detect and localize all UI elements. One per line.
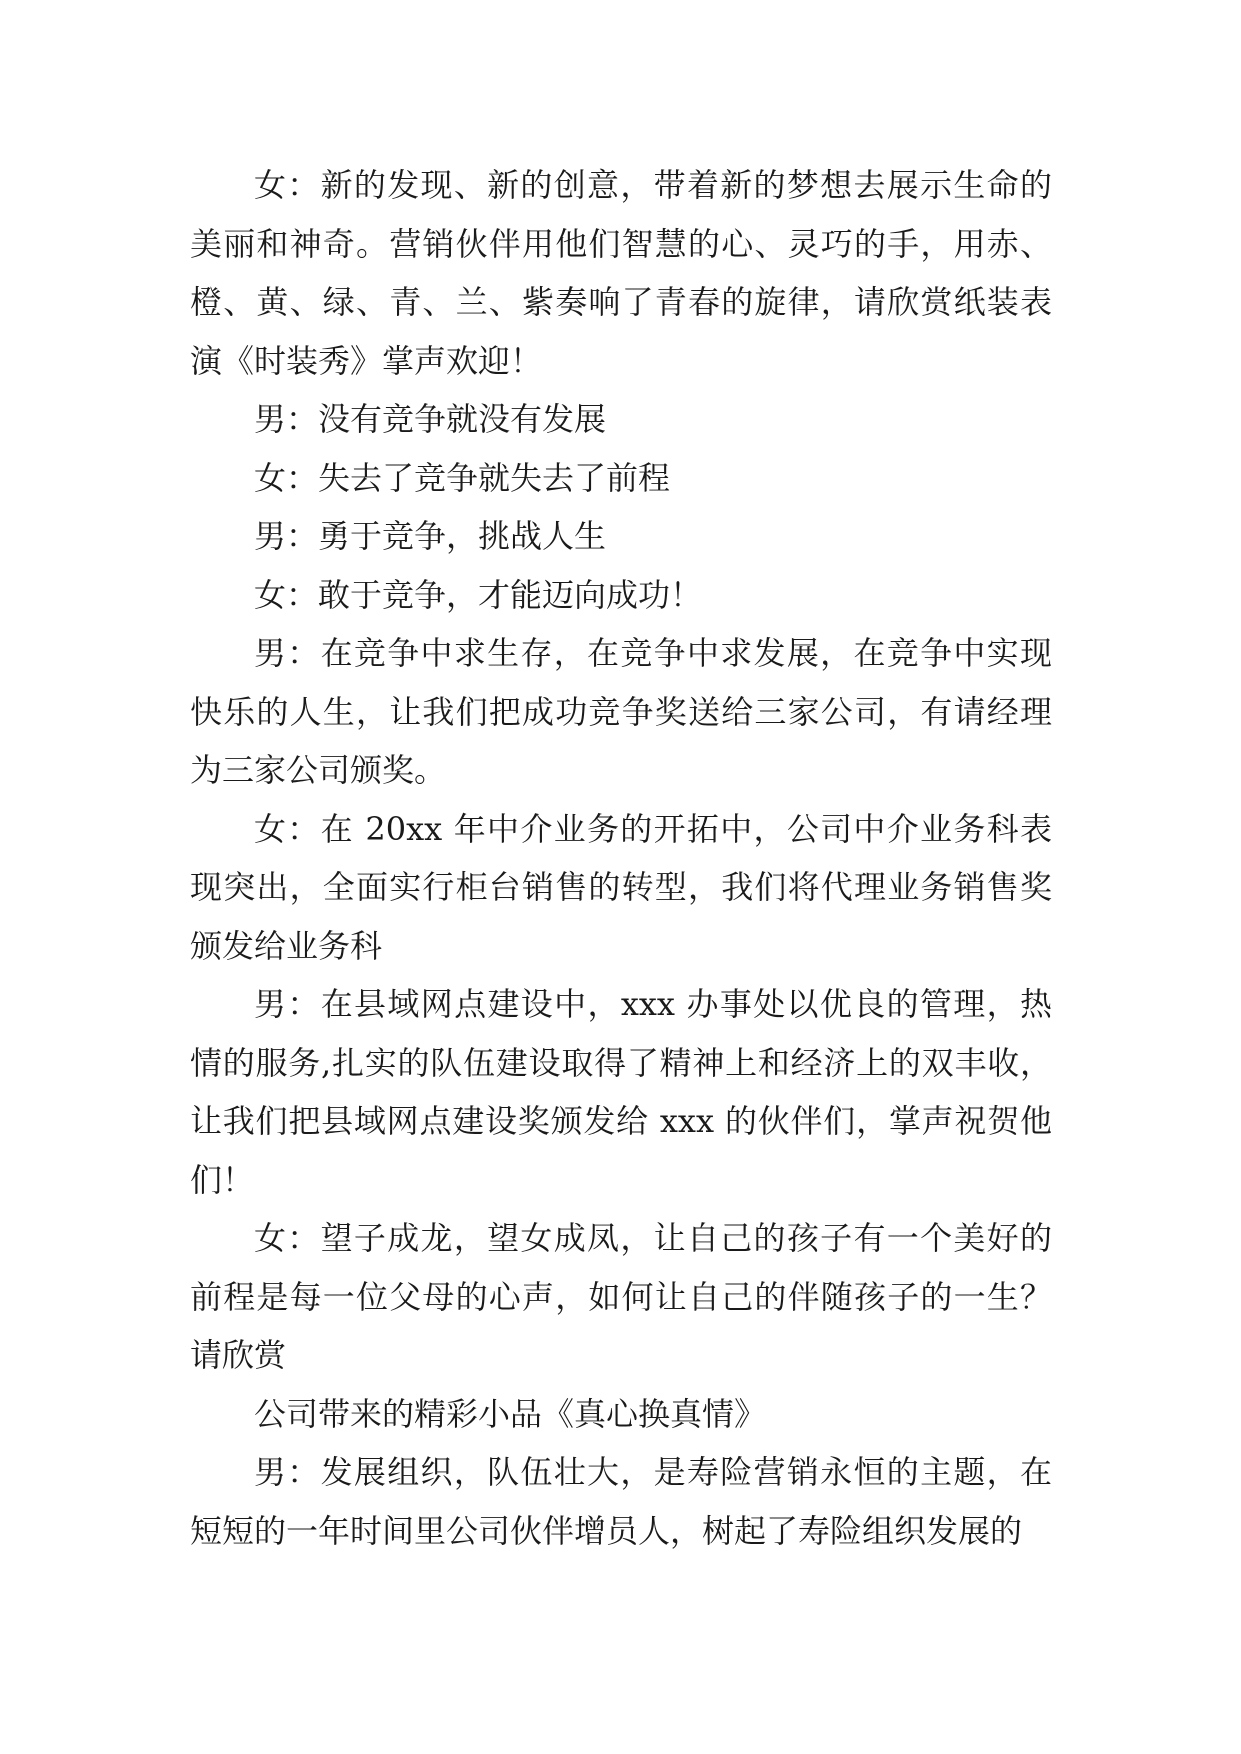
paragraph: 男：在县域网点建设中，xxx 办事处以优良的管理，热情的服务,扎实的队伍建设取得了精神上和经济上的双丰收，让我们把县域网点建设奖颁发给 xxx 的伙伴们，掌声祝贺他们！ (190, 985, 1052, 1199)
paragraph: 女：新的发现、新的创意，带着新的梦想去展示生命的美丽和神奇。营销伙伴用他们智慧的心、灵巧的手，用赤、橙、黄、绿、青、兰、紫奏响了青春的旋律，请欣赏纸装表演《时装秀》掌声欢迎！ (190, 166, 1052, 380)
document-body (190, 156, 1052, 1560)
paragraph: 公司带来的精彩小品《真心换真情》 (254, 1394, 767, 1433)
paragraph: 男：发展组织，队伍壮大，是寿险营销永恒的主题，在短短的一年时间里公司伙伴增员人，树起了寿险组织发展的 (190, 1453, 1052, 1550)
paragraph: 男：没有竞争就没有发展 (254, 400, 607, 438)
paragraph: 男：在竞争中求生存，在竞争中求发展，在竞争中实现快乐的人生，让我们把成功竞争奖送给三家公司，有请经理为三家公司颁奖。 (190, 634, 1052, 789)
paragraph: 女：敢于竞争，才能迈向成功！ (254, 575, 703, 614)
paragraph: 男：勇于竞争，挑战人生 (254, 517, 607, 555)
paragraph: 女：望子成龙，望女成凤，让自己的孩子有一个美好的前程是每一位父母的心声，如何让自己的伴随孩子的一生？请欣赏 (190, 1219, 1052, 1374)
paragraph: 女：失去了竞争就失去了前程 (254, 458, 671, 497)
paragraph: 女：在 20xx 年中介业务的开拓中，公司中介业务科表现突出，全面实行柜台销售的转型，我们将代理业务销售奖颁发给业务科 (190, 809, 1052, 965)
